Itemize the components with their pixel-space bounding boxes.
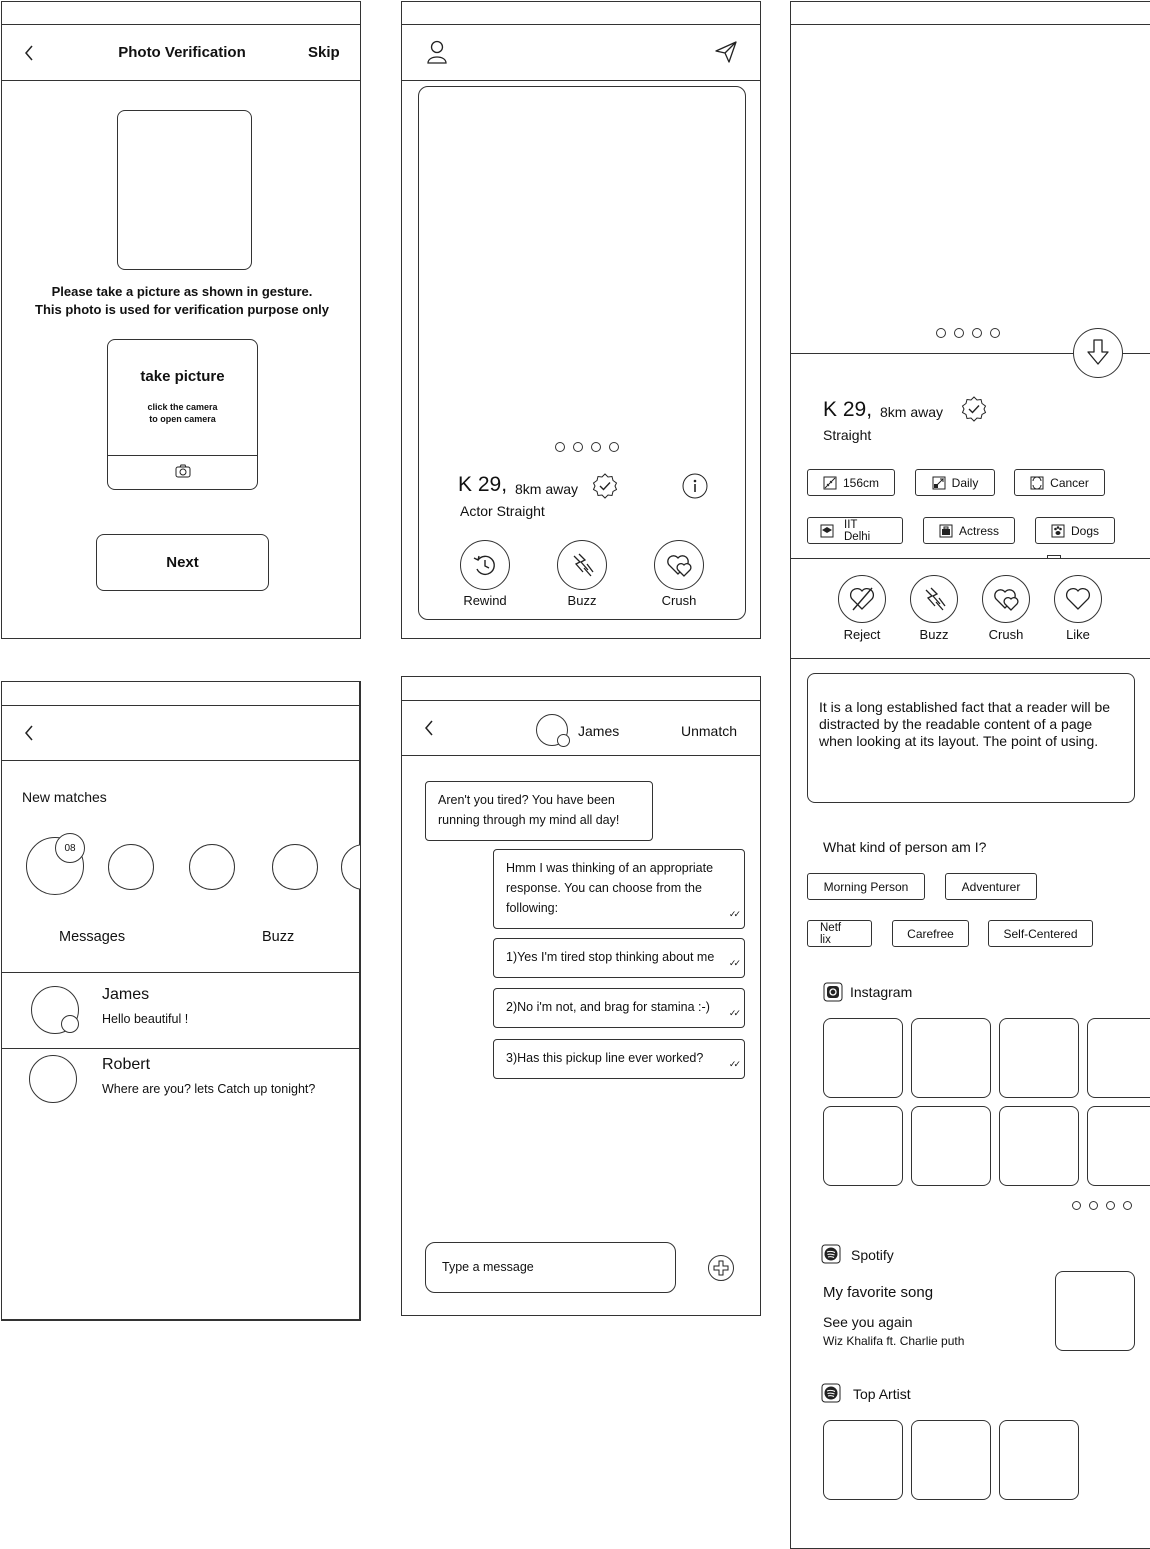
spotify-icon xyxy=(821,1383,841,1403)
collapse-button[interactable] xyxy=(1073,328,1123,378)
tab-buzz[interactable]: Buzz xyxy=(262,929,295,945)
crush-icon xyxy=(664,550,694,580)
chip-drinking-label: Daily xyxy=(951,475,979,490)
camera-card-divider xyxy=(108,455,257,456)
buzz-icon xyxy=(567,550,597,580)
buzz-button[interactable] xyxy=(910,575,958,623)
discover-screen xyxy=(401,1,761,639)
page-title: Photo Verification xyxy=(118,44,246,61)
profile-distance: 8km away xyxy=(880,404,944,420)
match-avatar[interactable] xyxy=(108,844,154,890)
reject-icon xyxy=(847,584,877,614)
rewind-label: Rewind xyxy=(463,593,507,608)
status-bar-divider xyxy=(791,24,1150,25)
reject-button[interactable] xyxy=(838,575,886,623)
trait-morning-person: Morning Person xyxy=(807,873,925,900)
pet-icon xyxy=(1051,524,1065,538)
trait-adventurer: Adventurer xyxy=(945,873,1037,900)
song-artist: Wiz Khalifa ft. Charlie puth xyxy=(823,1334,965,1348)
online-indicator xyxy=(557,734,570,747)
chip-pets-label: Dogs xyxy=(1070,523,1099,538)
card-subtitle: Actor Straight xyxy=(460,503,545,519)
profile-card[interactable] xyxy=(418,86,746,620)
camera-icon[interactable] xyxy=(175,464,191,478)
chip-education xyxy=(807,517,903,544)
trait-netflix xyxy=(807,920,872,947)
rewind-icon xyxy=(470,550,500,580)
trait-netflix-label xyxy=(820,922,841,946)
camera-title: take picture xyxy=(140,368,225,385)
drink-icon xyxy=(932,476,946,490)
unmatch-button[interactable]: Unmatch xyxy=(681,723,738,739)
instagram-photo[interactable] xyxy=(1087,1106,1150,1186)
next-button[interactable] xyxy=(96,534,269,591)
verified-badge-icon xyxy=(961,396,987,422)
photo-verification-screen xyxy=(1,1,361,639)
photo-pagination xyxy=(936,328,1000,338)
trait-self-centered: Self-Centered xyxy=(988,920,1093,947)
profile-name: K 29, xyxy=(823,398,873,421)
received-message: Aren't you tired? You have been running through my mind all day! xyxy=(425,781,653,841)
chevron-left-icon[interactable] xyxy=(22,724,36,742)
instagram-icon xyxy=(823,982,843,1002)
instagram-photo[interactable] xyxy=(911,1018,991,1098)
sent-message xyxy=(493,849,745,929)
ruler-icon xyxy=(823,476,837,490)
camera-card[interactable] xyxy=(107,339,258,490)
read-receipt-icon: ✓✓ xyxy=(728,909,738,919)
school-icon xyxy=(820,524,834,538)
gesture-preview xyxy=(117,110,252,270)
message-input-placeholder: Type a message xyxy=(442,1260,534,1274)
avatar xyxy=(29,1055,77,1103)
card-name: K 29, xyxy=(458,473,508,496)
chip-zodiac xyxy=(1014,469,1105,496)
instagram-photo[interactable] xyxy=(823,1018,903,1098)
like-button[interactable] xyxy=(1054,575,1102,623)
conversation-name: Robert xyxy=(102,1056,151,1073)
sent-message-text: Hmm I was thinking of an appropriate response. You can choose from the following: xyxy=(506,861,714,915)
quick-reply-option[interactable] xyxy=(493,1039,745,1079)
conversation-name: James xyxy=(102,986,150,1003)
song-cover[interactable] xyxy=(1055,1271,1135,1351)
crush-icon xyxy=(991,584,1021,614)
trait-carefree: Carefree xyxy=(892,920,969,947)
instruction-line-2: This photo is used for verification purpose only xyxy=(35,302,329,317)
actions-divider xyxy=(791,658,1150,659)
chat-screen xyxy=(401,676,761,1316)
chip-height-label: 156cm xyxy=(842,475,880,490)
crush-button[interactable] xyxy=(654,540,704,590)
chip-height xyxy=(807,469,895,496)
tab-messages[interactable]: Messages xyxy=(59,929,126,945)
chip-education-label xyxy=(844,519,870,543)
chip-education-line-2: Delhi xyxy=(844,530,871,543)
info-icon[interactable] xyxy=(682,473,708,499)
crush-label: Crush xyxy=(661,593,697,608)
status-bar-divider xyxy=(402,700,760,701)
quick-reply-text: 2)No i'm not, and brag for stamina :-) xyxy=(506,1000,710,1014)
spotify-icon xyxy=(821,1244,841,1264)
artist-tile[interactable] xyxy=(999,1420,1079,1500)
new-matches-title: New matches xyxy=(22,789,107,805)
match-count-badge xyxy=(55,833,85,863)
header-divider xyxy=(2,760,359,761)
trait-netflix-line-1: Netf xyxy=(820,921,842,934)
conversation-preview: Where are you? lets Catch up tonight? xyxy=(102,1082,316,1096)
chips-divider xyxy=(791,558,1150,559)
heart-icon xyxy=(1063,584,1093,614)
verified-badge-icon xyxy=(592,473,618,499)
quick-reply-option[interactable] xyxy=(493,938,745,978)
crush-label: Crush xyxy=(988,627,1024,642)
personality-title: What kind of person am I? xyxy=(823,839,987,855)
read-receipt-icon: ✓✓ xyxy=(728,1008,738,1018)
user-icon[interactable] xyxy=(427,40,447,64)
card-distance: 8km away xyxy=(515,481,579,497)
header-divider xyxy=(2,80,360,81)
zodiac-icon xyxy=(1030,476,1044,490)
song-heading: My favorite song xyxy=(823,1284,934,1301)
chip-work xyxy=(923,517,1015,544)
top-artist-label: Top Artist xyxy=(853,1386,911,1402)
bio-box xyxy=(807,673,1135,803)
chip-education-line-1: IIT xyxy=(844,518,858,531)
status-bar-divider xyxy=(2,705,359,706)
conversation-preview: Hello beautiful ! xyxy=(102,1012,189,1026)
arrow-down-icon xyxy=(1085,338,1111,368)
buzz-button[interactable] xyxy=(557,540,607,590)
next-label: Next xyxy=(166,554,199,571)
status-bar-divider xyxy=(2,24,360,25)
chip-drinking xyxy=(915,469,995,496)
trait-netflix-line-2: lix xyxy=(820,933,831,946)
send-icon[interactable] xyxy=(714,40,738,64)
photo-pagination xyxy=(555,442,619,452)
header-divider xyxy=(402,80,760,81)
profile-detail-screen xyxy=(790,1,1150,1549)
match-avatar[interactable] xyxy=(272,844,318,890)
chip-work-label: Actress xyxy=(958,523,999,538)
quick-reply-option[interactable] xyxy=(493,988,745,1028)
skip-button[interactable]: Skip xyxy=(308,44,340,61)
contact-name: James xyxy=(578,723,620,739)
read-receipt-icon: ✓✓ xyxy=(728,958,738,968)
artist-tile[interactable] xyxy=(911,1420,991,1500)
artist-tile[interactable] xyxy=(823,1420,903,1500)
song-title: See you again xyxy=(823,1314,913,1330)
status-bar-divider xyxy=(402,24,760,25)
message-input[interactable] xyxy=(425,1242,676,1293)
add-attachment-button[interactable] xyxy=(708,1255,734,1281)
instagram-photo[interactable] xyxy=(999,1018,1079,1098)
instagram-photo[interactable] xyxy=(911,1106,991,1186)
chevron-left-icon[interactable] xyxy=(422,719,436,737)
rewind-button[interactable] xyxy=(460,540,510,590)
conversation-row[interactable] xyxy=(2,973,360,1048)
conversation-row[interactable] xyxy=(2,1049,360,1124)
spotify-label: Spotify xyxy=(851,1247,894,1263)
match-count: 08 xyxy=(64,842,76,854)
crush-button[interactable] xyxy=(982,575,1030,623)
camera-subtitle-2: to open camera xyxy=(149,414,216,424)
matches-screen xyxy=(1,681,361,1321)
instagram-photo[interactable] xyxy=(1087,1018,1150,1098)
instruction-line-1: Please take a picture as shown in gesture. xyxy=(51,284,313,299)
plus-icon xyxy=(713,1260,729,1276)
match-avatar-circle xyxy=(341,844,360,890)
camera-subtitle-1: click the camera xyxy=(147,402,218,412)
instagram-photo[interactable] xyxy=(823,1106,903,1186)
quick-reply-text: 3)Has this pickup line ever worked? xyxy=(506,1051,704,1065)
like-label: Like xyxy=(1066,627,1090,642)
chip-pets xyxy=(1035,517,1115,544)
profile-orientation: Straight xyxy=(823,427,872,443)
buzz-icon xyxy=(919,584,949,614)
reject-label: Reject xyxy=(843,627,881,642)
match-avatar[interactable] xyxy=(189,844,235,890)
buzz-label: Buzz xyxy=(919,627,949,642)
chip-zodiac-label: Cancer xyxy=(1050,475,1089,490)
online-indicator xyxy=(61,1015,79,1033)
work-icon xyxy=(939,524,953,538)
instagram-label: Instagram xyxy=(850,984,913,1000)
bio-text: It is a long established fact that a reader will be distracted by the readable content of a page when looking at its layout. The point of using. xyxy=(819,699,1111,749)
read-receipt-icon: ✓✓ xyxy=(728,1059,738,1069)
instagram-pagination xyxy=(1072,1201,1132,1210)
match-avatar[interactable] xyxy=(341,844,360,890)
header-divider xyxy=(402,755,760,756)
quick-reply-text: 1)Yes I'm tired stop thinking about me xyxy=(506,950,715,964)
buzz-label: Buzz xyxy=(567,593,597,608)
instagram-photo[interactable] xyxy=(999,1106,1079,1186)
